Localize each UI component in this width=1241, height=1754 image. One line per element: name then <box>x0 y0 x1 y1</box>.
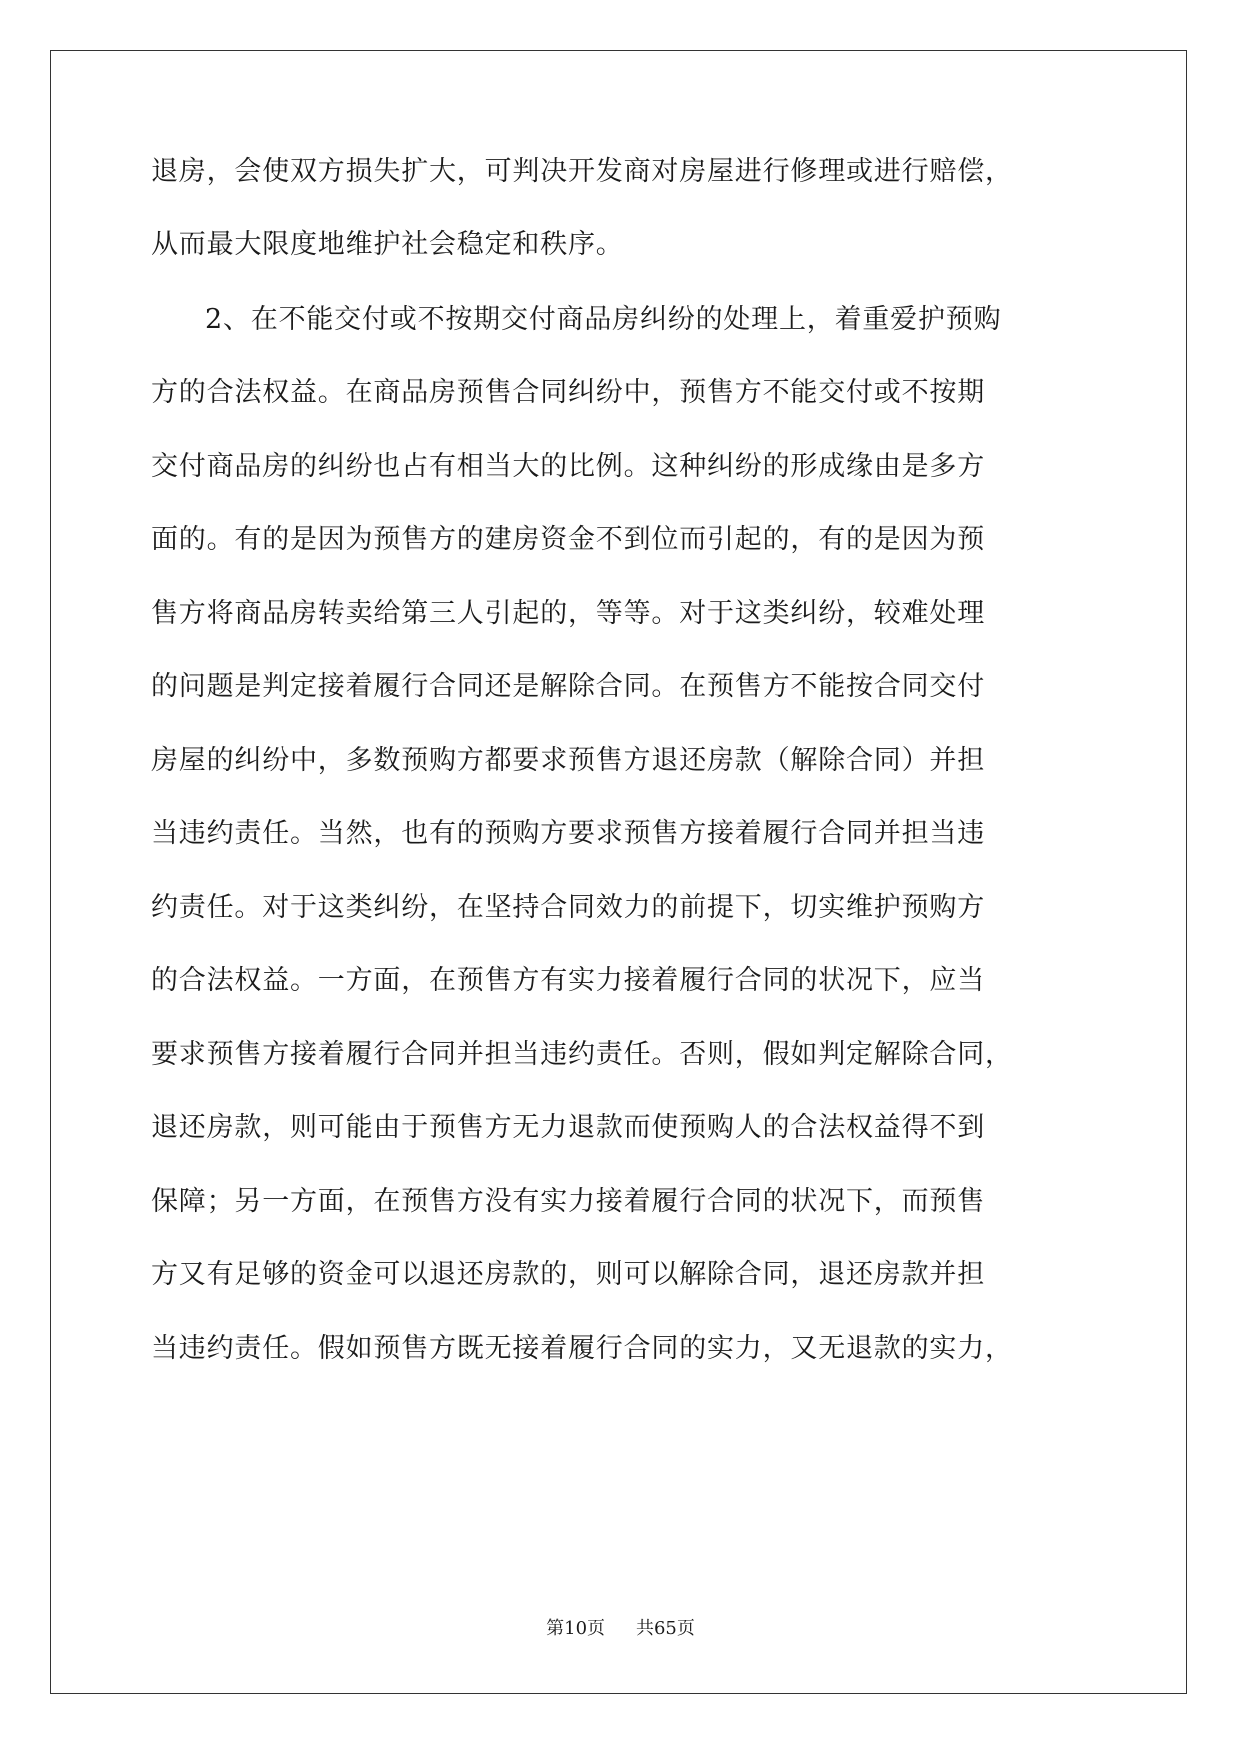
text-line: 保障；另一方面，在预售方没有实力接着履行合同的状况下，而预售 <box>151 1186 985 1217</box>
paragraph-start-line: 2、在不能交付或不按期交付商品房纠纷的处理上，着重爱护预购 <box>205 304 1002 335</box>
total-pages: 共65页 <box>635 1618 695 1639</box>
text-line: 的合法权益。一方面，在预售方有实力接着履行合同的状况下，应当 <box>151 965 985 996</box>
page-border <box>50 50 1187 1694</box>
text-line: 约责任。对于这类纠纷，在坚持合同效力的前提下，切实维护预购方 <box>151 892 985 923</box>
text-line: 的问题是判定接着履行合同还是解除合同。在预售方不能按合同交付 <box>151 671 985 702</box>
page-footer <box>0 1617 1241 1641</box>
text-line: 退房，会使双方损失扩大，可判决开发商对房屋进行修理或进行赔偿， <box>151 156 1013 187</box>
text-line: 方的合法权益。在商品房预售合同纠纷中，预售方不能交付或不按期 <box>151 377 985 408</box>
text-line: 面的。有的是因为预售方的建房资金不到位而引起的，有的是因为预 <box>151 524 985 555</box>
text-line: 从而最大限度地维护社会稳定和秩序。 <box>151 229 624 260</box>
page-number: 第10页 <box>546 1618 606 1639</box>
text-line: 交付商品房的纠纷也占有相当大的比例。这种纠纷的形成缘由是多方 <box>151 451 985 482</box>
text-line: 退还房款，则可能由于预售方无力退款而使预购人的合法权益得不到 <box>151 1112 985 1143</box>
text-line: 当违约责任。当然，也有的预购方要求预售方接着履行合同并担当违 <box>151 818 985 849</box>
text-line: 当违约责任。假如预售方既无接着履行合同的实力，又无退款的实力， <box>151 1333 1013 1364</box>
text-line: 房屋的纠纷中，多数预购方都要求预售方退还房款（解除合同）并担 <box>151 745 985 776</box>
text-line: 售方将商品房转卖给第三人引起的，等等。对于这类纠纷，较难处理 <box>151 598 985 629</box>
text-line: 方又有足够的资金可以退还房款的，则可以解除合同，退还房款并担 <box>151 1259 985 1290</box>
text-line: 要求预售方接着履行合同并担当违约责任。否则，假如判定解除合同， <box>151 1039 1013 1070</box>
page-spacer <box>615 1618 626 1639</box>
